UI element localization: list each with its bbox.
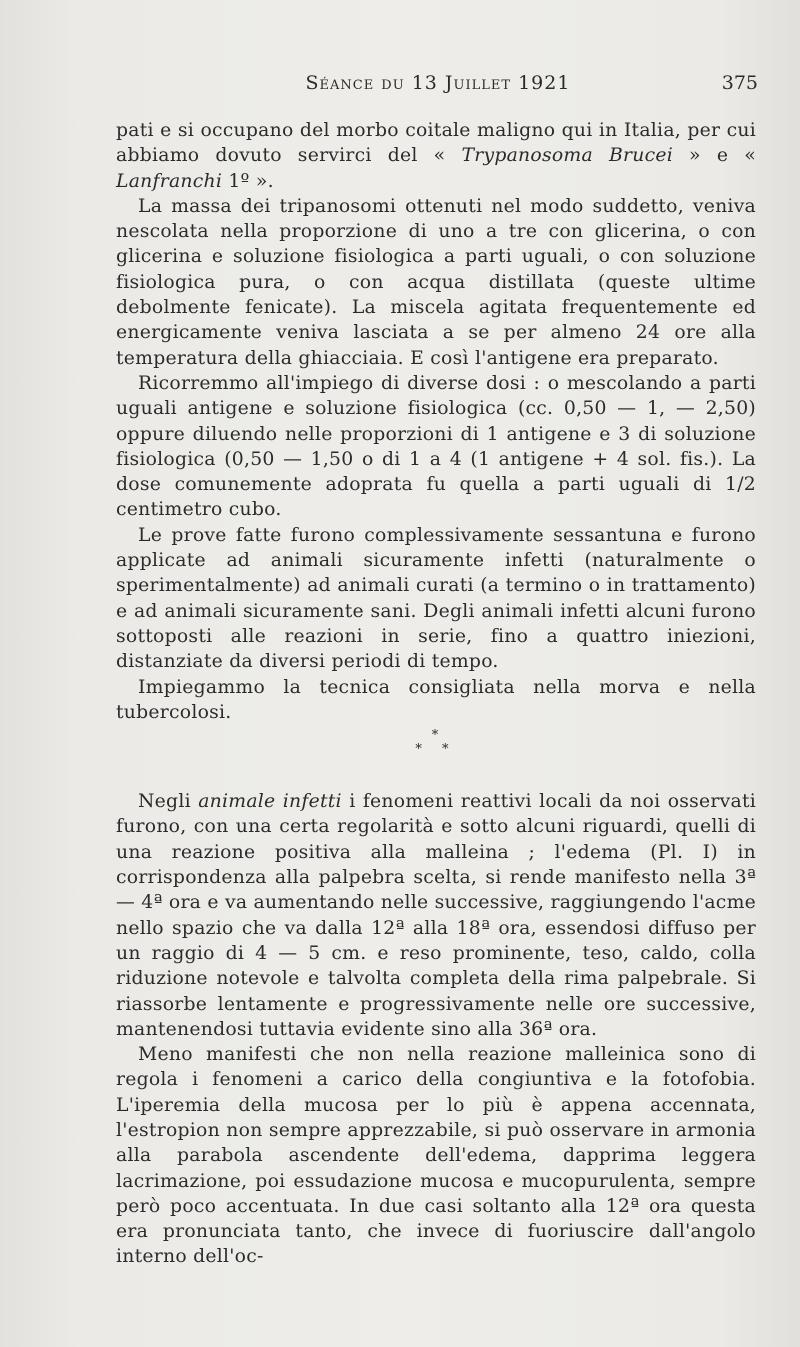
asterism-bottom: * * xyxy=(415,742,457,758)
paragraph-3: Ricorremmo all'impiego di diverse dosi : o mescolando a parti uguali antigene e soluzione fisiologica (cc. 0,50 — 1, — 2,50) oppure diluendo nelle proporzioni di 1 antigene e 3 di soluzione fisiologica (0,50 — 1,50 o di 1 a 4 (1 antigene + 4 sol. fis.). La dose comunemente adoprata fu quella a parti uguali di 1/2 centimetro cubo. xyxy=(116,372,756,521)
section-separator xyxy=(116,729,756,757)
paragraph-4: Le prove fatte furono complessivamente sessantuna e furono applicate ad animali sicuramente infetti (naturalmente o sperimentalmente) ad animali curati (a termino o in trattamento) e ad animali sicuramente sani. Degli animali infetti alcuni furono sottoposti alle reazioni in serie, fino a quattro iniezioni, distanziate da diversi periodi di tempo. xyxy=(116,524,756,673)
paragraph-1-italic-brucei: Trypanosoma Brucei xyxy=(461,145,673,167)
paragraph-6-italic: animale infetti xyxy=(198,791,342,813)
paragraph-1-text-c: 1º ». xyxy=(222,170,274,192)
running-title: Séance du 13 Juillet 1921 xyxy=(305,72,571,94)
page-number: 375 xyxy=(721,72,758,94)
page-header xyxy=(118,72,758,100)
paragraph-7: Meno manifesti che non nella reazione malleinica sono di regola i fenomeni a carico della congiuntiva e la fotofobia. L'iperemia della mucosa per lo più è appena accennata, l'estropion non sempre apprezzabile, si può osservare in armonia alla parabola ascendente dell'edema, dapprima leggera lacrimazione, poi essudazione mucosa e mucopurulenta, sempre però poco accentuata. In due casi soltanto alla 12ª ora questa era pronunciata tanto, che invece di fuoriuscire dall'angolo interno dell'oc- xyxy=(116,1044,756,1268)
paragraph-6-text-b: i fenomeni reattivi locali da noi osservati furono, con una certa regolarità e sotto alcuni riguardi, quelli di una reazione positiva alla malleina ; l'edema (Pl. I) in corrispondenza alla palpebra scelta, si rende manifesto nella 3ª — 4ª ora e va aumentando nelle successive, raggiungendo l'acme nello spazio che va dalla 12ª alla 18ª ora, essendosi diffuso per un raggio di 4 — 5 cm. e reso prominente, teso, caldo, colla riduzione notevole e talvolta completa della rima palpebrale. Si riassorbe lentamente e progressivamente nelle ore successive, mantenendosi tuttavia evidente sino alla 36ª ora. xyxy=(116,791,757,1040)
paragraph-2: La massa dei tripanosomi ottenuti nel modo suddetto, veniva nescolata nella proporzione di uno a tre con glicerina, o con glicerina e soluzione fisiologica a parti uguali, o con soluzione fisiologica pura, o con acqua distillata (queste ultime debolmente fenicate). La miscela agitata frequentemente ed energicamente veniva lasciata a se per almeno 24 ore alla temperatura della ghiacciaia. E così l'antigene era preparato. xyxy=(116,195,756,369)
paragraph-6-text-a: Negli xyxy=(138,791,199,813)
paragraph-1 xyxy=(116,118,756,194)
paragraph-1-text-b: » e « xyxy=(672,145,756,167)
paragraph-1-text-a: pati e si occupano del morbo coitale maligno qui in Italia, per cui abbiamo dovuto servirci del « xyxy=(116,120,756,167)
paragraph-5: Impiegammo la tecnica consigliata nella morva e nella tubercolosi. xyxy=(116,676,756,723)
paragraph-6 xyxy=(116,789,756,1042)
paragraph-1-italic-lanfranchi: Lanfranchi xyxy=(116,170,223,192)
body-text xyxy=(116,118,756,1270)
asterism-top: * xyxy=(431,728,441,744)
